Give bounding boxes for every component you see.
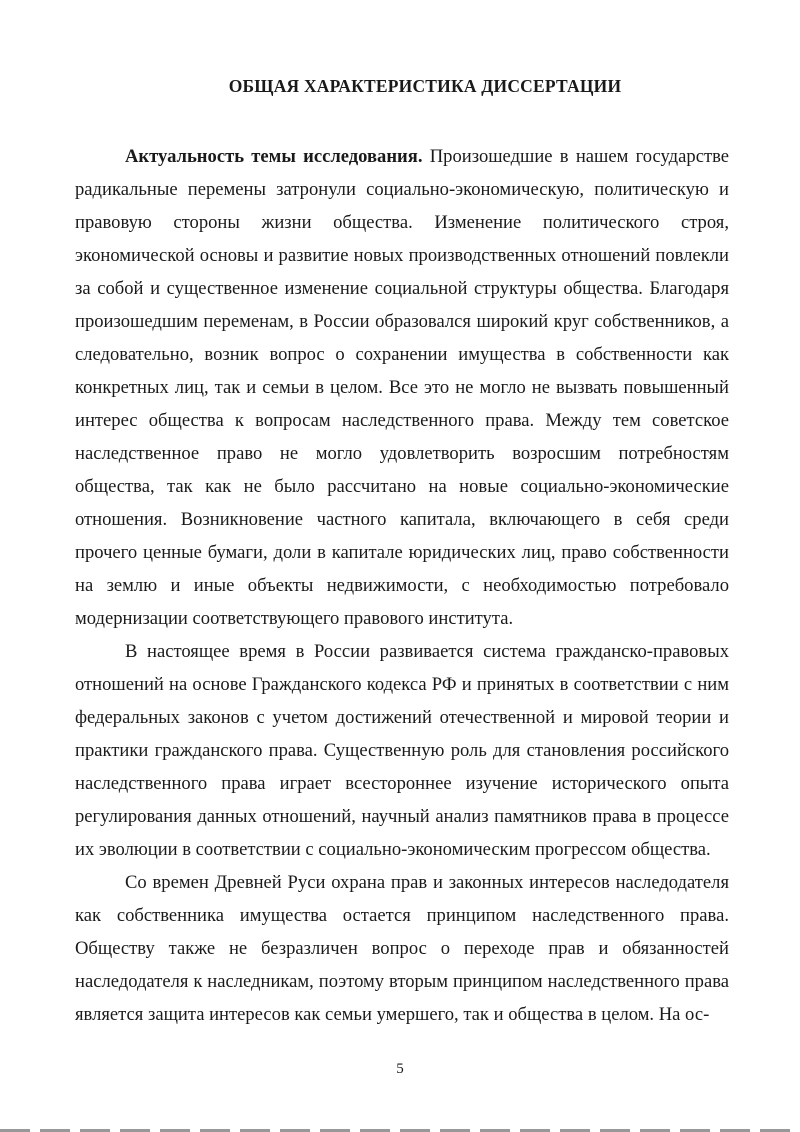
paragraph-lead: Актуальность темы исследования.	[125, 146, 423, 167]
paragraph-relevance	[75, 140, 729, 635]
page-number: 5	[396, 1061, 404, 1077]
section-title: ОБЩАЯ ХАРАКТЕРИСТИКА ДИССЕРТАЦИИ	[228, 76, 622, 96]
paragraph-ancient-rus: Со времен Древней Руси охрана прав и законных интересов наследодателя как собственника имущества остается принципом наследственного права. Обществу также не безразличен вопрос о переходе прав и обязанностей наследодателя к наследникам, поэтому вторым принципом наследственного права является защита интересов как семьи умершего, так и общества в целом. На ос-	[75, 872, 729, 1025]
paragraph-current-system: В настоящее время в России развивается система гражданско-правовых отношений на основе Гражданского кодекса РФ и принятых в соответствии с ним федеральных законов с учетом достижений отечественной и мировой теории и практики гражданского права. Существенную роль для становления российского наследственного права играет всестороннее изучение исторического опыта регулирования данных отношений, научный анализ памятников права в процессе их эволюции в соответствии с социально-экономическим прогрессом общества.	[75, 641, 729, 860]
body-text	[75, 140, 729, 1031]
paragraph-text: Произошедшие в нашем государстве радикальные перемены затронули социально-экономическую, политическую и правовую стороны жизни общества. Изменение политического строя, экономической основы и развитие новых производственных отношений повлекли за собой и существенное изменение социальной структуры общества. Благодаря произошедшим переменам, в России образовался широкий круг собственников, а следовательно, возник вопрос о сохранении имущества в собственности как конкретных лиц, так и семьи в целом. Все это не могло не вызвать повышенный интерес общества к вопросам наследственного права. Между тем советское наследственное право не могло удовлетворить возросшим потребностям общества, так как не было рассчитано на новые социально-экономические отношения. Возникновение частного капитала, включающего в себя среди прочего ценные бумаги, доли в капитале юридических лиц, право собственности на землю и иные объекты недвижимости, с необходимостью потребовало модернизации соответствующего правового института.	[75, 146, 729, 629]
